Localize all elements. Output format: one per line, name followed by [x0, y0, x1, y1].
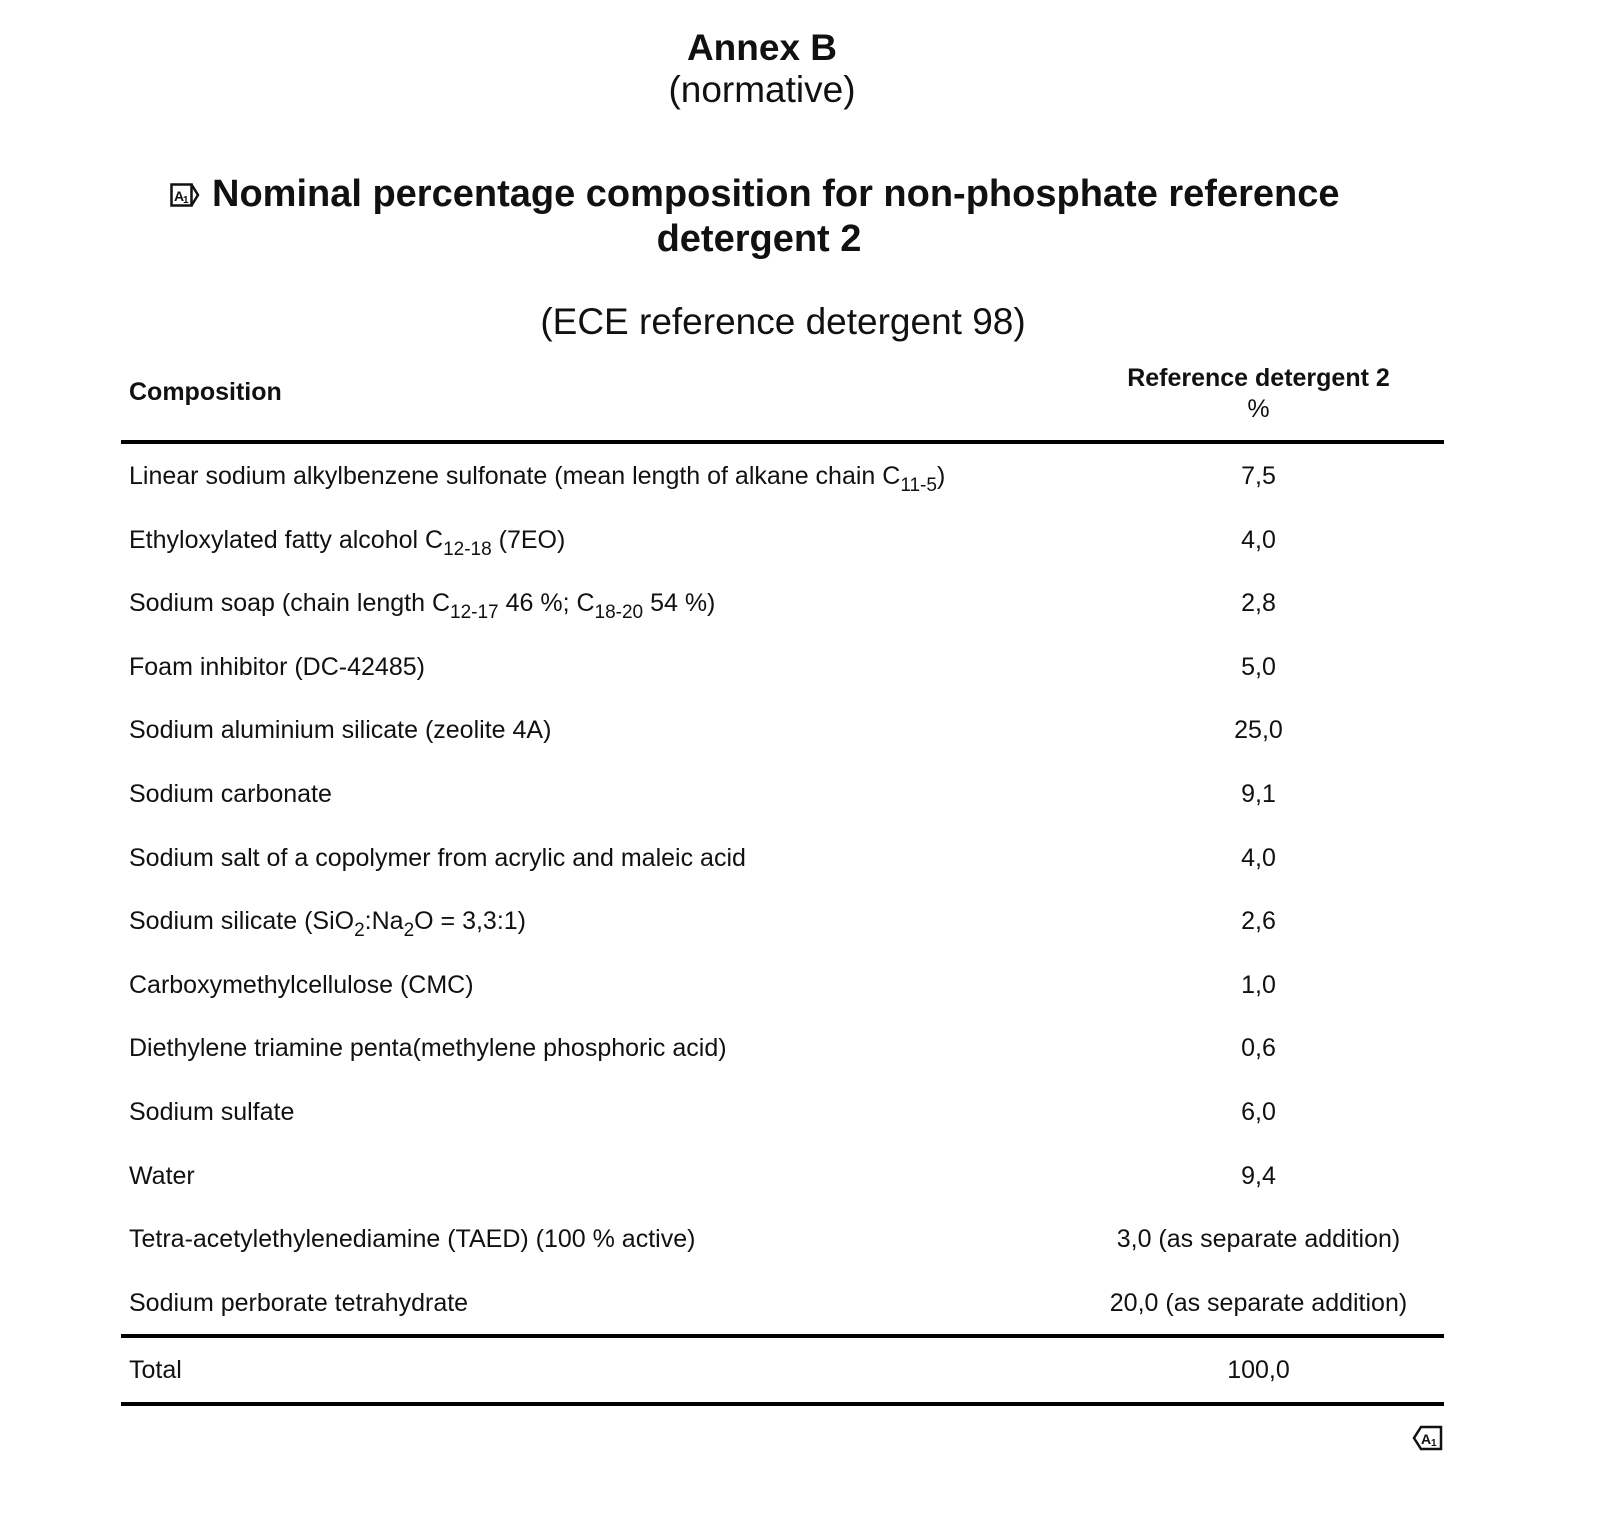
text-part: Carboxymethylcellulose (CMC)	[129, 970, 474, 999]
svg-text:1: 1	[183, 194, 189, 206]
row-composition	[129, 1224, 695, 1254]
row-composition	[129, 525, 566, 560]
table-row	[121, 698, 1444, 762]
table-row	[121, 1080, 1444, 1144]
title-line-2: detergent 2	[656, 218, 862, 260]
row-composition	[129, 652, 425, 682]
subscript: 12-18	[443, 538, 492, 560]
row-value: 4,0	[1241, 843, 1276, 872]
header-composition: Composition	[129, 378, 282, 406]
text-part: 46 %; C	[498, 589, 595, 618]
text-part: )	[936, 462, 946, 490]
row-composition	[129, 1288, 468, 1318]
table-body	[121, 444, 1444, 1338]
table-row	[121, 1271, 1444, 1335]
table-row	[121, 826, 1444, 890]
row-composition	[129, 970, 474, 1000]
table-row	[121, 635, 1444, 699]
row-value: 0,6	[1241, 1034, 1276, 1063]
composition-table	[121, 360, 1444, 1406]
table-row	[121, 762, 1444, 826]
text-part: Tetra-acetylethylenediamine (TAED) (100 % active)	[129, 1225, 696, 1254]
row-value: 2,6	[1241, 907, 1276, 936]
row-value: 1,0	[1241, 970, 1276, 999]
table-row-total	[121, 1338, 1444, 1406]
subscript: 11-5	[900, 475, 937, 496]
svg-text:1: 1	[1431, 1438, 1437, 1449]
header-reference	[1081, 363, 1436, 425]
table-row	[121, 508, 1444, 572]
row-composition	[129, 843, 746, 873]
row-value: 3,0 (as separate addition)	[1116, 1225, 1401, 1254]
svg-text:A: A	[174, 187, 185, 204]
header-reference-title: Reference detergent 2	[1127, 364, 1390, 392]
header-reference-unit: %	[1247, 395, 1270, 423]
text-part: Sodium perborate tetrahydrate	[129, 1288, 469, 1317]
row-value: 20,0 (as separate addition)	[1109, 1288, 1408, 1317]
total-value: 100,0	[1227, 1356, 1290, 1385]
text-part: Sodium silicate (SiO	[129, 907, 355, 936]
page-title	[170, 172, 1400, 262]
text-part: Water	[129, 1161, 195, 1190]
row-composition	[129, 588, 716, 624]
row-composition	[129, 1097, 294, 1127]
row-value: 9,4	[1241, 1161, 1276, 1190]
amendment-a1-end-icon	[1411, 1425, 1443, 1451]
table-row	[121, 444, 1444, 508]
text-part: Linear sodium alkylbenzene sulfonate (mean length of alkane chain C	[129, 462, 901, 490]
subtitle: (ECE reference detergent 98)	[540, 301, 1026, 342]
row-composition	[129, 1161, 195, 1191]
title-line-1: Nominal percentage composition for non-phosphate reference	[212, 173, 1340, 215]
annex-heading: Annex B	[686, 27, 838, 68]
text-part: Sodium salt of a copolymer from acrylic and maleic acid	[129, 843, 746, 872]
row-value: 9,1	[1241, 779, 1276, 808]
row-value: 25,0	[1234, 716, 1283, 745]
subscript: 12-17	[450, 602, 499, 624]
text-part: Diethylene triamine penta(methylene phosphoric acid)	[129, 1034, 727, 1063]
row-composition	[129, 779, 332, 809]
table-row	[121, 953, 1444, 1017]
table-row	[121, 571, 1444, 635]
text-part: Sodium carbonate	[129, 779, 332, 808]
row-value: 2,8	[1241, 589, 1276, 618]
row-value: 4,0	[1241, 525, 1276, 554]
row-value: 5,0	[1241, 652, 1276, 681]
total-label: Total	[129, 1356, 182, 1385]
table-row	[121, 1144, 1444, 1208]
text-part: Sodium aluminium silicate (zeolite 4A)	[129, 716, 552, 745]
table-row	[121, 1207, 1444, 1271]
text-part: 54 %)	[643, 589, 716, 618]
text-part: :Na	[364, 907, 404, 936]
row-value: 6,0	[1241, 1097, 1276, 1126]
text-part: Ethyloxylated fatty alcohol C	[129, 525, 444, 554]
text-part: Sodium sulfate	[129, 1097, 295, 1126]
subscript: 18-20	[594, 602, 644, 624]
text-part: O = 3,3:1)	[414, 907, 527, 936]
subscript: 2	[403, 920, 415, 942]
text-part: Foam inhibitor (DC-42485)	[129, 652, 425, 681]
svg-text:A: A	[1421, 1431, 1432, 1447]
row-composition	[129, 906, 527, 942]
annex-subheading: (normative)	[668, 69, 856, 110]
row-composition	[129, 715, 551, 745]
table-header	[121, 360, 1444, 444]
row-value: 7,5	[1241, 462, 1276, 490]
text-part: (7EO)	[491, 525, 566, 554]
table-row	[121, 1016, 1444, 1080]
subscript: 2	[354, 920, 365, 942]
text-part: Sodium soap (chain length C	[129, 589, 451, 618]
row-composition	[129, 1033, 727, 1063]
table-row	[121, 889, 1444, 953]
row-composition	[129, 461, 946, 496]
amendment-a1-start-icon	[170, 183, 200, 207]
